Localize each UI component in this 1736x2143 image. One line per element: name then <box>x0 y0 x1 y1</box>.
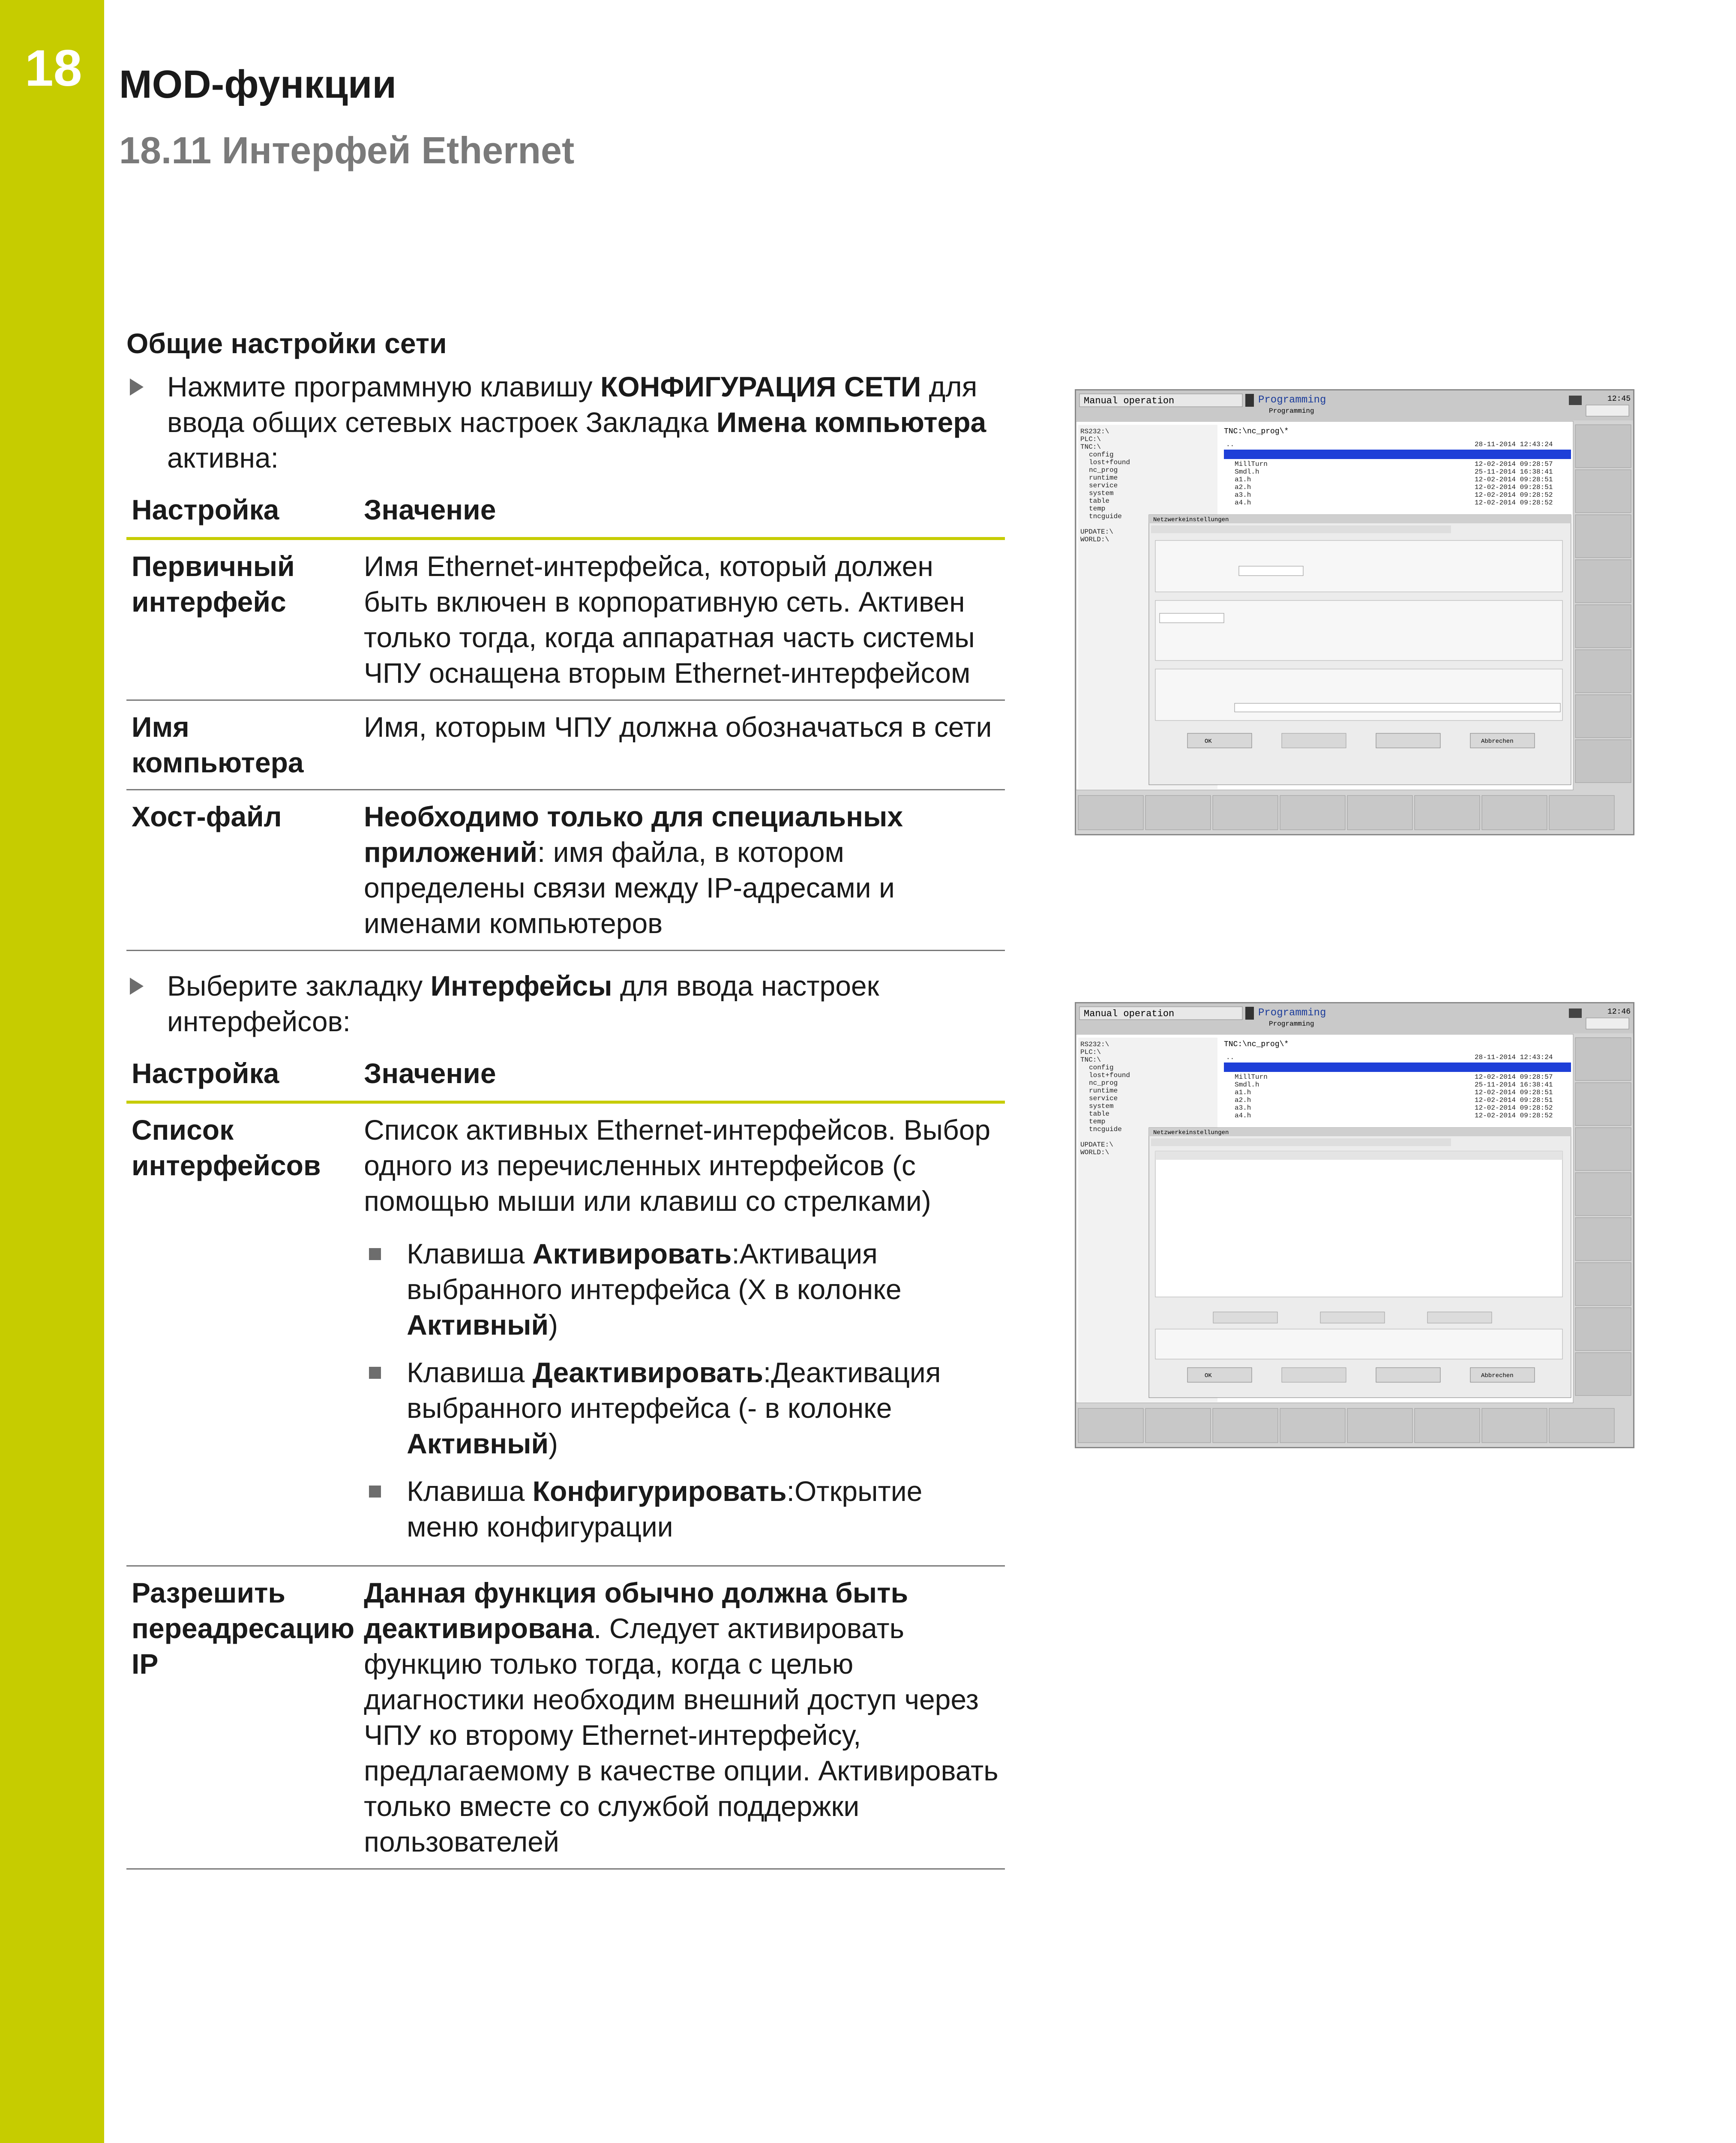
svg-text:12-02-2014 09:28:52: 12-02-2014 09:28:52 <box>1475 499 1553 507</box>
chapter-number: 18 <box>25 39 82 97</box>
svg-text:Netzwerkeinstellungen: Netzwerkeinstellungen <box>1153 516 1229 523</box>
svg-text:MillTurn: MillTurn <box>1235 460 1268 468</box>
svg-text:12-02-2014 09:28:51: 12-02-2014 09:28:51 <box>1475 476 1553 483</box>
svg-text:table: table <box>1089 1110 1110 1118</box>
table-header-setting: Настройка <box>126 488 359 539</box>
svg-text:PLC:\: PLC:\ <box>1080 435 1101 443</box>
svg-text:Manual operation: Manual operation <box>1084 1008 1175 1019</box>
svg-text:tncguide: tncguide <box>1089 1126 1122 1133</box>
svg-text:12-02-2014 09:28:52: 12-02-2014 09:28:52 <box>1475 491 1553 499</box>
svg-text:temp: temp <box>1089 1118 1106 1126</box>
table-row: Имя компьютера Имя, которым ЧПУ должна обозначаться в сети <box>126 700 1005 790</box>
svg-text:25-11-2014 16:38:41: 25-11-2014 16:38:41 <box>1475 1081 1553 1089</box>
svg-text:12-02-2014 09:28:57: 12-02-2014 09:28:57 <box>1475 1073 1553 1081</box>
svg-text:PLC:\: PLC:\ <box>1080 1048 1101 1056</box>
svg-text:Programming: Programming <box>1258 1007 1326 1019</box>
step-interfaces-tab: Выберите закладку Интерфейсы для ввода настроек интерфейсов: <box>126 968 1005 1039</box>
svg-text:12-02-2014 09:28:52: 12-02-2014 09:28:52 <box>1475 1104 1553 1112</box>
general-settings-table <box>126 488 1005 951</box>
screenshot-computer-names <box>1075 389 1634 835</box>
svg-text:lost+found: lost+found <box>1089 459 1130 466</box>
svg-text:Programming: Programming <box>1269 407 1314 415</box>
svg-text:MillTurn: MillTurn <box>1235 1073 1268 1081</box>
svg-text:Programming: Programming <box>1269 1020 1314 1028</box>
svg-text:UPDATE:\: UPDATE:\ <box>1080 1141 1113 1149</box>
svg-text:runtime: runtime <box>1089 474 1118 482</box>
svg-text:table: table <box>1089 497 1110 505</box>
svg-text:config: config <box>1089 451 1114 459</box>
svg-text:a2.h: a2.h <box>1235 483 1251 491</box>
svg-text:12-02-2014 09:28:51: 12-02-2014 09:28:51 <box>1475 1096 1553 1104</box>
general-settings-heading: Общие настройки сети <box>126 327 447 359</box>
svg-text:12-02-2014 09:28:51: 12-02-2014 09:28:51 <box>1475 1089 1553 1096</box>
svg-text:service: service <box>1089 482 1118 489</box>
table-row: Хост-файл Необходимо только для специальных приложений: имя файла, в котором определены связи между IP-адресами и именами компьютеров <box>126 790 1005 951</box>
step-network-config: Нажмите программную клавишу КОНФИГУРАЦИЯ СЕТИ для ввода общих сетевых настроек Закладка Имена компьютера активна: <box>126 369 1005 476</box>
svg-text:RS232:\: RS232:\ <box>1080 1041 1109 1048</box>
svg-text:OK: OK <box>1205 1372 1212 1379</box>
main-content <box>126 326 1005 1887</box>
svg-text:12:45: 12:45 <box>1607 395 1631 403</box>
svg-text:a3.h: a3.h <box>1235 1104 1251 1112</box>
list-item: Клавиша Конфигурировать:Открытие меню конфигурации <box>364 1474 1001 1545</box>
table-header-value: Значение <box>359 1051 1005 1102</box>
section-title: 18.11 Интерфей Ethernet <box>119 129 575 171</box>
svg-text:OK: OK <box>1205 738 1212 745</box>
table-row: Список интерфейсов Список активных Ethernet-интерфейсов. Выбор одного из перечисленных интерфейсов (с помощью мыши или клавиш со стрелками) Клавиша Активировать:Активация выбранного интерфейса (X в колонке Активный) Клавиша Деактивировать:Деактивация выбранного интерфейса (- в колонке Активный) Клавиша Конфигурировать:Открытие меню конфигурации <box>126 1102 1005 1566</box>
svg-text:a2.h: a2.h <box>1235 1096 1251 1104</box>
svg-text:lost+found: lost+found <box>1089 1072 1130 1079</box>
svg-text:service: service <box>1089 1095 1118 1102</box>
svg-text:WORLD:\: WORLD:\ <box>1080 1149 1109 1156</box>
svg-text:UPDATE:\: UPDATE:\ <box>1080 528 1113 536</box>
svg-text:RS232:\: RS232:\ <box>1080 428 1109 435</box>
svg-text:..: .. <box>1226 1053 1235 1061</box>
svg-text:Manual operation: Manual operation <box>1084 396 1175 406</box>
svg-text:a1.h: a1.h <box>1235 1089 1251 1096</box>
svg-text:system: system <box>1089 1102 1114 1110</box>
table-row: Первичный интерфейс Имя Ethernet-интерфейса, который должен быть включен в корпоративную сеть. Активен только тогда, когда аппаратная часть системы ЧПУ оснащена вторым Ethernet-интерфейсом <box>126 539 1005 700</box>
svg-text:12:46: 12:46 <box>1607 1008 1631 1016</box>
square-bullet-icon <box>369 1248 381 1260</box>
screenshot-interfaces <box>1075 1002 1634 1448</box>
svg-text:tncguide: tncguide <box>1089 513 1122 520</box>
svg-text:25-11-2014 16:38:41: 25-11-2014 16:38:41 <box>1475 468 1553 476</box>
table-header-setting: Настройка <box>126 1051 359 1102</box>
svg-text:a4.h: a4.h <box>1235 1112 1251 1120</box>
arrow-bullet-icon <box>130 378 144 396</box>
svg-text:runtime: runtime <box>1089 1087 1118 1095</box>
list-item: Клавиша Деактивировать:Деактивация выбранного интерфейса (- в колонке Активный) <box>364 1355 1001 1462</box>
svg-text:TNC:\nc_prog\*: TNC:\nc_prog\* <box>1224 427 1289 436</box>
svg-text:12-02-2014 09:28:52: 12-02-2014 09:28:52 <box>1475 1112 1553 1120</box>
svg-text:28-11-2014 12:43:24: 28-11-2014 12:43:24 <box>1475 1053 1553 1061</box>
svg-text:TNC:\: TNC:\ <box>1080 443 1101 451</box>
svg-text:Smdl.h: Smdl.h <box>1235 1081 1259 1089</box>
arrow-bullet-icon <box>130 978 144 995</box>
square-bullet-icon <box>369 1486 381 1498</box>
chapter-sidebar <box>0 0 104 2143</box>
svg-text:Smdl.h: Smdl.h <box>1235 468 1259 476</box>
svg-text:a1.h: a1.h <box>1235 476 1251 483</box>
svg-text:config: config <box>1089 1064 1114 1072</box>
svg-text:WORLD:\: WORLD:\ <box>1080 536 1109 543</box>
svg-text:a4.h: a4.h <box>1235 499 1251 507</box>
svg-text:temp: temp <box>1089 505 1106 513</box>
interfaces-table <box>126 1051 1005 1870</box>
svg-text:Netzwerkeinstellungen: Netzwerkeinstellungen <box>1153 1129 1229 1136</box>
svg-text:Abbrechen: Abbrechen <box>1481 1372 1514 1379</box>
svg-text:12-02-2014 09:28:51: 12-02-2014 09:28:51 <box>1475 483 1553 491</box>
svg-text:system: system <box>1089 489 1114 497</box>
chapter-title: MOD-функции <box>119 63 397 106</box>
svg-text:28-11-2014 12:43:24: 28-11-2014 12:43:24 <box>1475 441 1553 448</box>
svg-text:a3.h: a3.h <box>1235 491 1251 499</box>
svg-text:..: .. <box>1226 441 1235 448</box>
svg-text:Programming: Programming <box>1258 394 1326 406</box>
table-header-value: Значение <box>359 488 1005 539</box>
svg-text:nc_prog: nc_prog <box>1089 466 1118 474</box>
svg-text:Abbrechen: Abbrechen <box>1481 738 1514 745</box>
svg-text:12-02-2014 09:28:57: 12-02-2014 09:28:57 <box>1475 460 1553 468</box>
table-row: Разрешить переадресацию IP Данная функция обычно должна быть деактивирована. Следует активировать функцию только тогда, когда с целью диагностики необходим внешний доступ через ЧПУ ко второму Ethernet-интерфейсу, предлагаемому в качестве опции. Активировать только вместе со службой поддержки пользователей <box>126 1566 1005 1869</box>
svg-text:TNC:\nc_prog\*: TNC:\nc_prog\* <box>1224 1040 1289 1049</box>
svg-text:nc_prog: nc_prog <box>1089 1079 1118 1087</box>
svg-text:TNC:\: TNC:\ <box>1080 1056 1101 1064</box>
list-item: Клавиша Активировать:Активация выбранного интерфейса (X в колонке Активный) <box>364 1236 1001 1343</box>
square-bullet-icon <box>369 1367 381 1379</box>
key-list <box>364 1236 1001 1545</box>
